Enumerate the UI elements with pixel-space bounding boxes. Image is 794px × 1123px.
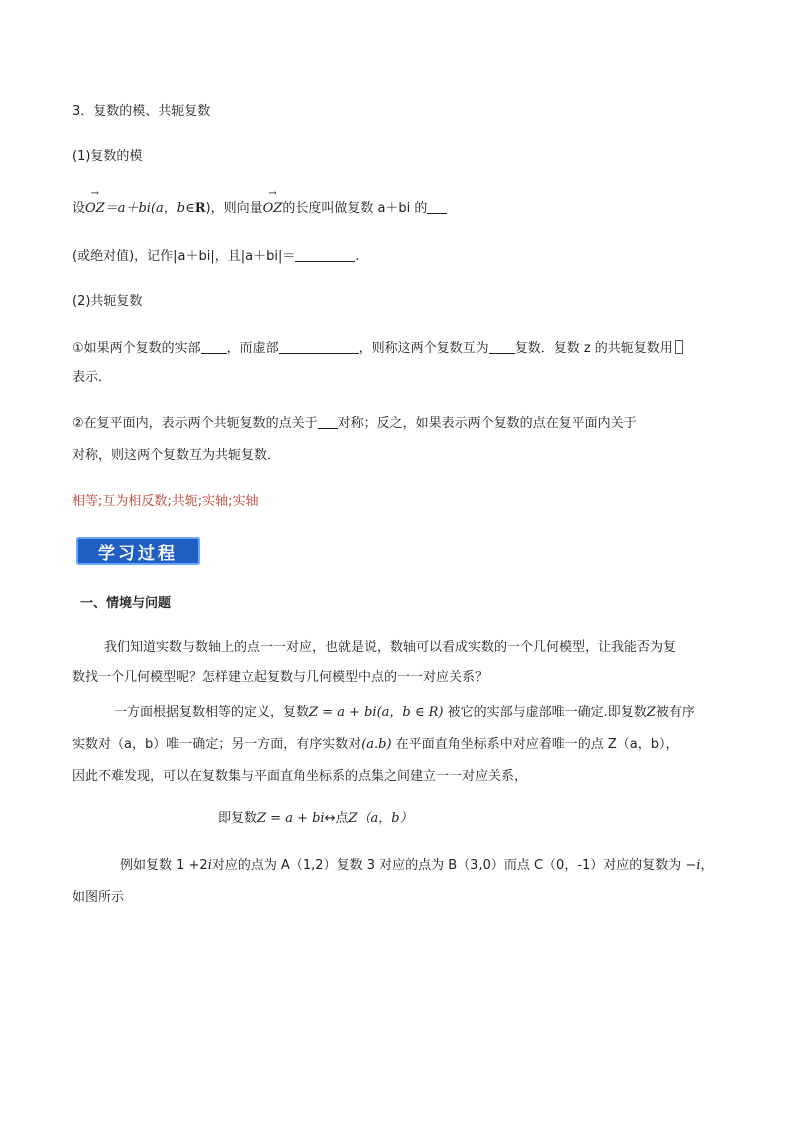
subsection-modulus: (1)复数的模 bbox=[72, 149, 143, 164]
paragraph2-line3: 因此不难发现，可以在复数集与平面直角坐标系的点集之间建立一一对应关系， bbox=[72, 769, 528, 784]
fill-blank bbox=[427, 201, 447, 214]
correspondence-formula: 即复数Z = a + bi↔点Z（a，b） bbox=[218, 811, 413, 826]
conjugate-symmetry-line1: ②在复平面内，表示两个共轭复数的点关于 对称；反之，如果表示两个复数的点在复平面内关于 bbox=[72, 416, 637, 431]
paragraph2-line2: 实数对（a，b）唯一确定；另一方面，有序实数对(a.b) 在平面直角坐标系中对应着唯一的点 Z（a，b）， bbox=[72, 737, 679, 752]
text-cursor-box bbox=[675, 340, 683, 354]
paragraph2-line1: 一方面根据复数相等的定义，复数Z = a + bi(a，b ∈ R) 被它的实部与虚部唯一确定.即复数Z被有序 bbox=[114, 705, 695, 720]
part1-title: 一、情境与问题 bbox=[80, 596, 172, 611]
vector-arrow-icon: → bbox=[268, 188, 277, 199]
modulus-notation-line bbox=[72, 248, 359, 266]
fill-blank bbox=[295, 249, 355, 262]
text: )，则向量 bbox=[205, 201, 263, 216]
fill-blank bbox=[201, 341, 227, 354]
text: . bbox=[355, 249, 360, 264]
paragraph3-line1: 例如复数 1 +2i对应的点为 A（1,2）复数 3 对应的点为 B（3,0）而点 C（0，-1）对应的复数为 −i， bbox=[120, 858, 714, 873]
answer-key: 相等;互为相反数;共轭;实轴;实轴 bbox=[72, 494, 259, 509]
text: (或绝对值)，记作|a＋bi|，且|a＋bi|＝ bbox=[72, 249, 296, 264]
fill-blank bbox=[318, 416, 338, 429]
vector-arrow-icon: → bbox=[90, 188, 100, 199]
paragraph1-line1: 我们知道实数与数轴上的点一一对应，也就是说，数轴可以看成实数的一个几何模型，让我能否为复 bbox=[104, 640, 677, 655]
subsection-conjugate: (2)共轭复数 bbox=[72, 294, 143, 309]
vector-oz: → OZ bbox=[262, 188, 283, 216]
section3-title: 3．复数的模、共轭复数 bbox=[72, 104, 211, 119]
section-banner: 学习过程 bbox=[76, 537, 200, 565]
vector-oz: → OZ bbox=[85, 188, 105, 216]
fill-blank bbox=[279, 341, 359, 354]
modulus-definition-line bbox=[72, 188, 447, 218]
conjugate-definition-line1: ①如果两个复数的实部 ，而虚部 ，则称这两个复数互为 复数．复数 z 的共轭复数用 bbox=[72, 340, 683, 358]
paragraph3-line2: 如图所示 bbox=[72, 890, 125, 905]
paragraph1-line2: 数找一个几何模型呢？怎样建立起复数与几何模型中点的一一对应关系？ bbox=[72, 670, 489, 685]
text: ＝a＋bi(a，b∈ bbox=[104, 201, 195, 216]
text: 的长度叫做复数 a＋bi 的 bbox=[282, 201, 428, 216]
conjugate-symmetry-line2: 对称，则这两个复数互为共轭复数． bbox=[72, 448, 281, 463]
fill-blank bbox=[489, 341, 515, 354]
text: 设 bbox=[72, 201, 86, 216]
text: R bbox=[194, 201, 206, 216]
conjugate-definition-line2: 表示． bbox=[72, 370, 112, 385]
